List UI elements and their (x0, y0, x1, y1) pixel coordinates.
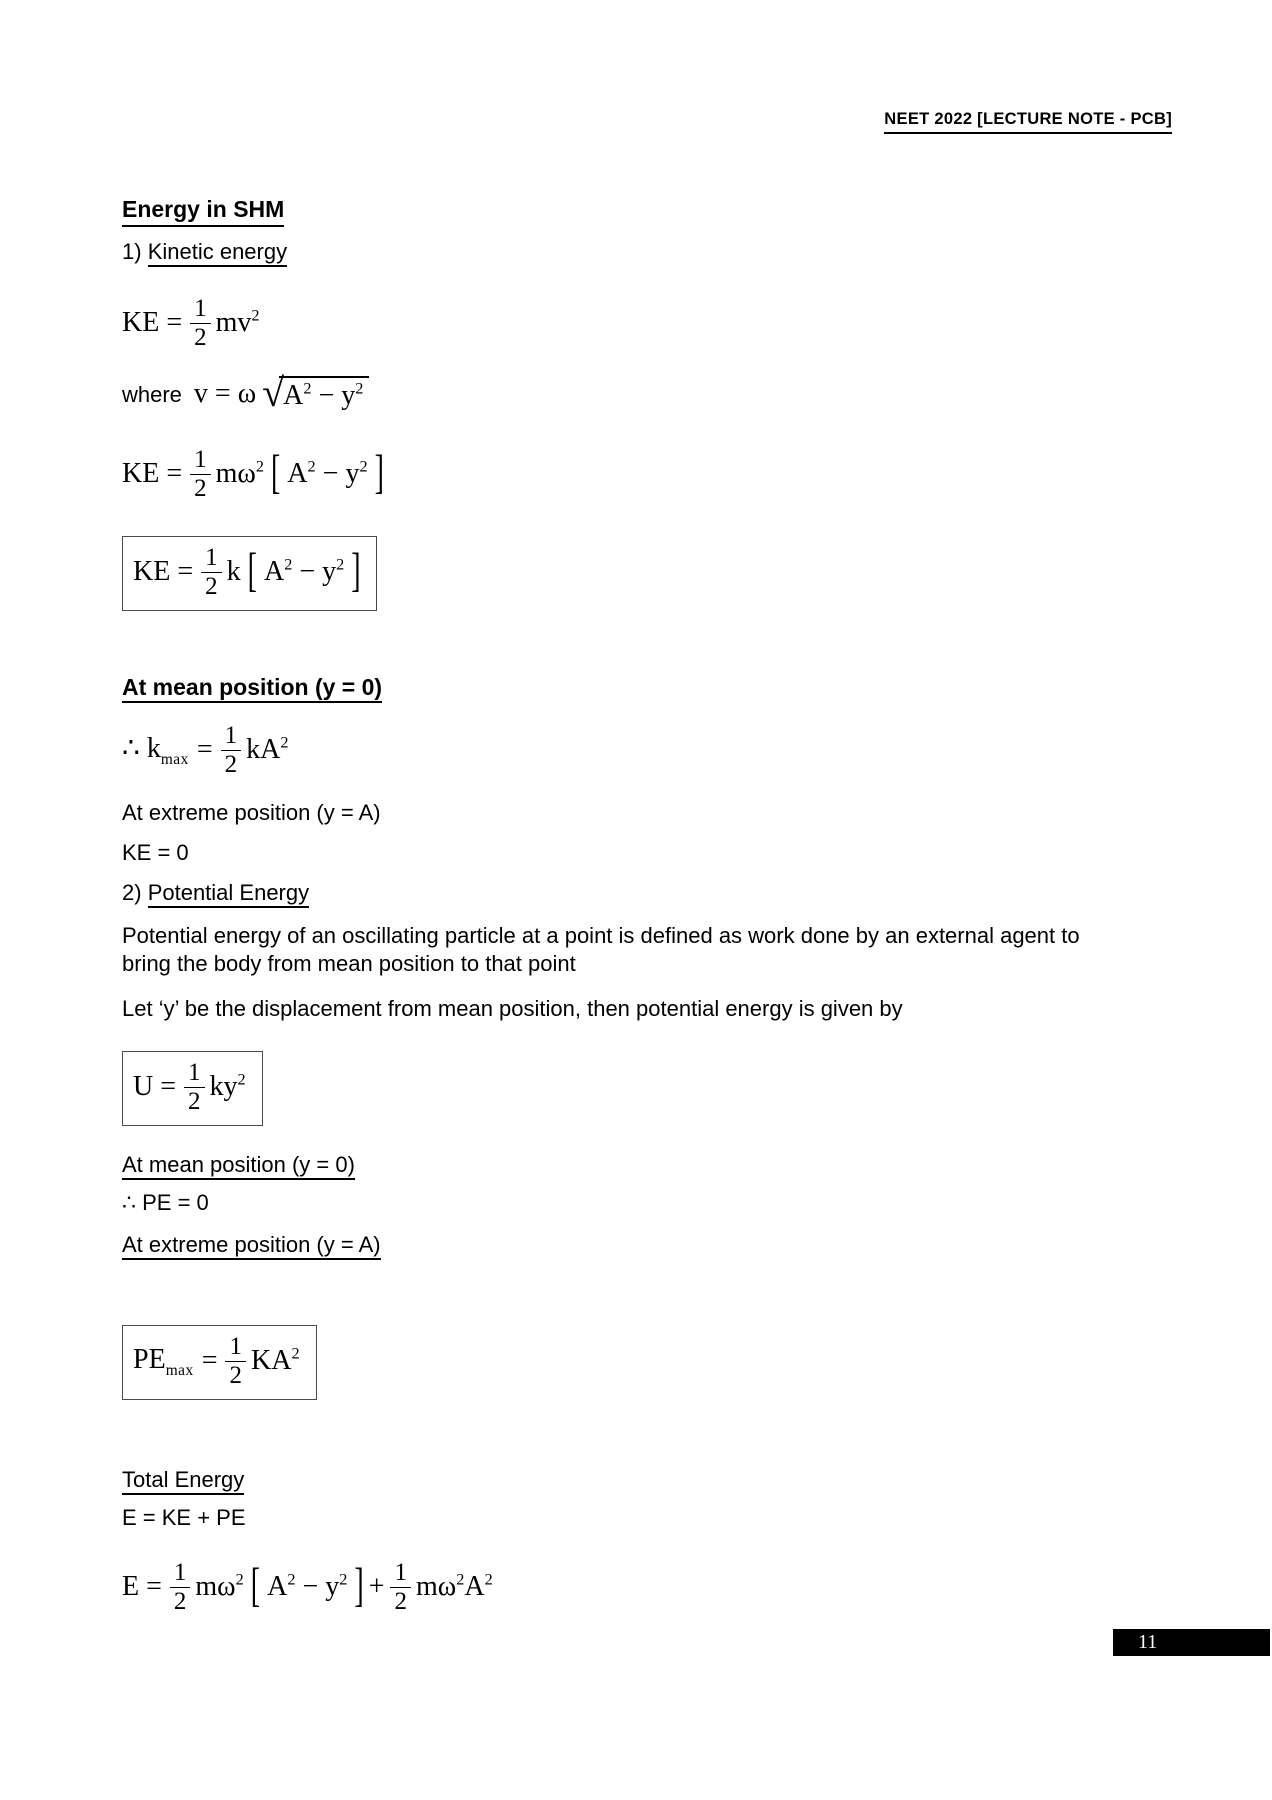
paragraph-let-y: Let ‘y’ be the displacement from mean position, then potential energy is given by (122, 996, 903, 1021)
formula-ke-omega-inner: $A^2 - y^2$ (287, 458, 368, 490)
formula-box-pe-max (122, 1325, 317, 1400)
section-kinetic-heading (122, 239, 1172, 265)
right-bracket: ] (374, 447, 384, 500)
formula-total-term1: $m\omega^2$ (195, 1571, 244, 1603)
formula-k-max (122, 722, 288, 779)
section-potential-heading (122, 880, 1172, 906)
right-bracket: ] (351, 545, 361, 598)
text-at-extreme-position: At extreme position (y = A) (122, 800, 381, 825)
formula-total-energy (122, 1559, 493, 1616)
fraction: $\frac{1}{2}$ (190, 295, 211, 352)
fraction: $\frac{1}{2}$ (190, 446, 211, 503)
fraction: $\frac{1}{2}$ (390, 1559, 411, 1616)
text-e-sum: E = KE + PE (122, 1505, 246, 1530)
formula-ke-omega-coeff: $m\omega^2$ (215, 458, 264, 490)
formula-ke-mv-rhs: $mv^2$ (215, 307, 260, 339)
text-ke-zero: KE = 0 (122, 840, 189, 865)
equals-sign: = (201, 1345, 218, 1377)
subscript-max: max (160, 750, 189, 768)
formula-ke-omega (122, 446, 383, 503)
right-bracket: ] (354, 1560, 364, 1613)
section-potential-label: Potential Energy (148, 880, 309, 908)
formula-total-inner: $A^2 - y^2$ (267, 1571, 348, 1603)
square-root (262, 370, 369, 415)
formula-ke-k-inner: $A^2 - y^2$ (263, 556, 345, 588)
fraction: $\frac{1}{2}$ (184, 1059, 205, 1116)
page-number-badge (1113, 1629, 1270, 1656)
heading-at-extreme-position-2: At extreme position (y = A) (122, 1232, 1172, 1258)
section-kinetic-prefix: 1) (122, 239, 148, 264)
heading-at-mean-position-2: At mean position (y = 0) (122, 1152, 1172, 1178)
header-title: NEET 2022 [LECTURE NOTE - PCB] (884, 110, 1172, 134)
left-bracket: [ (250, 1560, 261, 1613)
radicand: $A^2 - y^2$ (279, 376, 369, 412)
formula-ke-k (133, 544, 360, 601)
formula-total-lhs: E = (122, 1571, 162, 1603)
fraction: $\frac{1}{2}$ (170, 1559, 191, 1616)
formula-box-ke-k (122, 536, 377, 611)
fraction: $\frac{1}{2}$ (201, 544, 222, 601)
left-bracket: [ (247, 545, 257, 598)
formula-pe-max (133, 1333, 300, 1390)
page-title: Energy in SHM (122, 196, 1172, 227)
where-label: where (122, 381, 182, 407)
equals-sign: = (196, 734, 213, 766)
formula-box-u (122, 1051, 263, 1126)
formula-ke-k-lhs: KE = (133, 556, 194, 588)
text-pe-zero: ∴ PE = 0 (122, 1190, 209, 1215)
page-number: 11 (1138, 1631, 1158, 1653)
formula-ke-mv (122, 295, 260, 352)
heading-total-energy: Total Energy (122, 1467, 1172, 1493)
header (122, 110, 1172, 134)
formula-k-max-rhs: $kA^2$ (246, 734, 289, 766)
formula-velocity-lhs: v = ω (193, 378, 257, 410)
formula-u-lhs: U = (133, 1071, 177, 1103)
section-kinetic-label: Kinetic energy (148, 239, 287, 267)
fraction: $\frac{1}{2}$ (221, 722, 242, 779)
formula-u-rhs: $ky^2$ (209, 1071, 246, 1103)
plus-sign: + (368, 1571, 385, 1603)
section-potential-prefix: 2) (122, 880, 148, 905)
formula-pe-max-rhs: $KA^2$ (250, 1345, 300, 1377)
formula-ke-mv-lhs: KE = (122, 307, 183, 339)
formula-u (133, 1059, 246, 1116)
formula-k-max-lead: ∴ $k_{max}$ (122, 732, 189, 768)
fraction: $\frac{1}{2}$ (225, 1333, 246, 1390)
formula-ke-omega-lhs: KE = (122, 458, 183, 490)
subscript-max: max (165, 1361, 194, 1379)
radical-sign: √ (262, 370, 285, 415)
heading-at-mean-position: At mean position (y = 0) (122, 674, 1172, 700)
formula-velocity (122, 370, 369, 415)
left-bracket: [ (270, 447, 281, 500)
formula-ke-k-coeff: k (226, 556, 241, 588)
formula-total-term2: $m\omega^2A^2$ (415, 1571, 493, 1603)
formula-pe-max-lead: $PE_{max}$ (133, 1343, 194, 1379)
paragraph-potential-definition: Potential energy of an oscillating particle at a point is defined as work done by an external agent to bring the body from mean position to that point (122, 923, 1080, 976)
